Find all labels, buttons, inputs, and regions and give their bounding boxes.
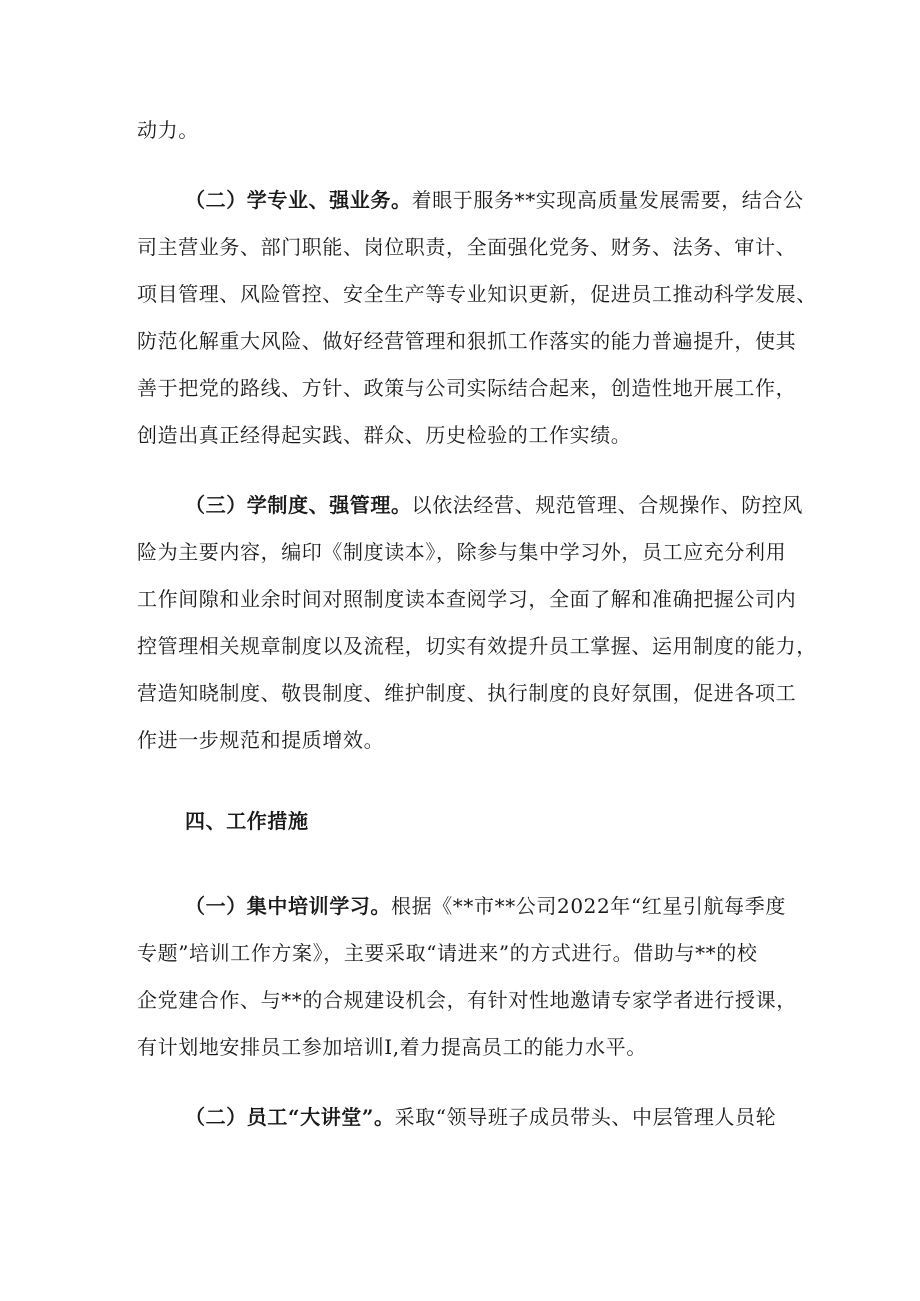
- text-line: 创造出真正经得起实践、群众、历史检验的工作实绩。: [137, 423, 632, 447]
- text-line: 善于把党的路线、方针、政策与公司实际结合起来，创造性地开展工作，: [137, 376, 797, 400]
- paragraph-study-business: [185, 186, 804, 214]
- paragraph-lead: （二）学专业、强业务。: [185, 188, 412, 212]
- paragraph-lead: （一）集中培训学习。: [185, 894, 391, 918]
- text-line: 防范化解重大风险、做好经营管理和狠抓工作落实的能力普遍提升，使其: [137, 329, 797, 353]
- paragraph-staff-lecture: [185, 1103, 797, 1131]
- text-line: 着眼于服务**实现高质量发展需要，结合公: [411, 188, 804, 212]
- paragraph-centralized-training: [185, 892, 797, 920]
- text-line: 以依法经营、规范管理、合规操作、防控风: [411, 493, 804, 517]
- text-line: 工作间隙和业余时间对照制度读本查阅学习，全面了解和准确把握公司内: [137, 587, 797, 611]
- text-line: 动力。: [137, 118, 199, 142]
- text-line: 专题”培训工作方案》，主要采取“请进来”的方式进行。借助与**的校: [137, 941, 758, 965]
- text-line: 作进一步规范和提质增效。: [137, 728, 385, 752]
- text-line: 企党建合作、与**的合规建设机会，有针对性地邀请专家学者进行授课，: [137, 988, 797, 1012]
- section-heading: 四、工作措施: [185, 809, 309, 833]
- text-line: 采取“领导班子成员带头、中层管理人员轮: [394, 1105, 777, 1129]
- text-line: 项目管理、风险管控、安全生产等专业知识更新，促进员工推动科学发展、: [137, 282, 817, 306]
- paragraph-continuation: [137, 116, 797, 144]
- text-line: 司主营业务、部门职能、岗位职责，全面强化党务、财务、法务、审计、: [137, 235, 797, 259]
- paragraph-lead: （三）学制度、强管理。: [185, 493, 412, 517]
- paragraph-study-system: [185, 491, 804, 519]
- text-line: 有计划地安排员工参加培训I,着力提高员工的能力水平。: [137, 1035, 647, 1059]
- text-line: 营造知晓制度、敬畏制度、维护制度、执行制度的良好氛围，促进各项工: [137, 681, 797, 705]
- text-line: 控管理相关规章制度以及流程，切实有效提升员工掌握、运用制度的能力，: [137, 634, 817, 658]
- text-line: 根据《**市**公司2022年“红星引航每季度: [391, 894, 786, 918]
- text-line: 险为主要内容，编印《制度读本》，除参与集中学习外，员工应充分利用: [137, 540, 787, 564]
- paragraph-lead: （二）员工“大讲堂”。: [185, 1105, 395, 1129]
